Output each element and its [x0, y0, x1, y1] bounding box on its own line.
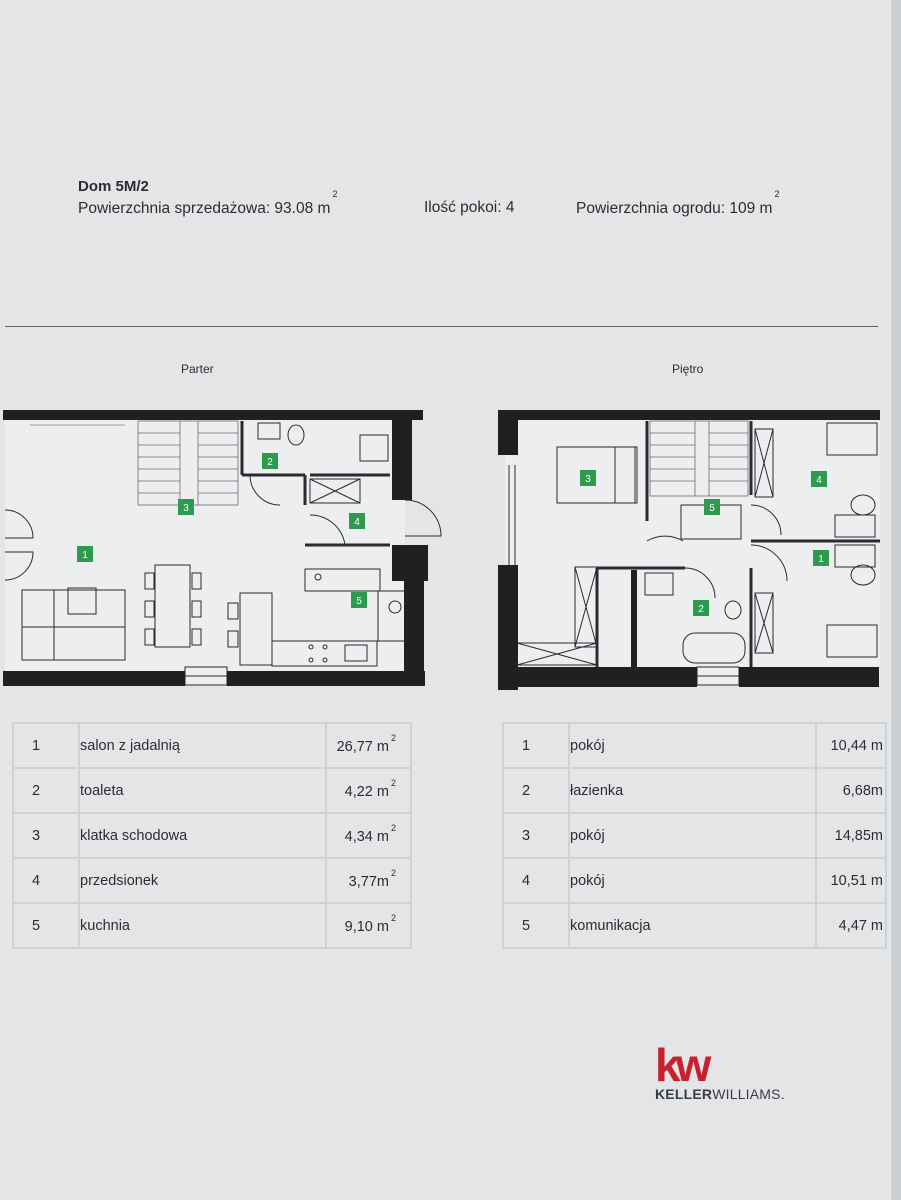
room-number: 2 — [13, 768, 79, 813]
first-marker-3: 3 — [585, 474, 591, 485]
room-area: $3,77m^2$ — [326, 858, 411, 903]
table-row — [13, 813, 411, 858]
rooms-count: Ilość pokoi: 4 — [424, 199, 515, 216]
kw-logo-mark: kw — [655, 1039, 707, 1091]
room-name: komunikacja — [569, 903, 816, 948]
room-area: 9,10 $m^2$ — [326, 903, 411, 948]
room-number: 5 — [13, 903, 79, 948]
sales-area: Powierzchnia sprzedażowa: 93.08 $m^2$ — [78, 189, 338, 218]
keller-williams-logo — [655, 1039, 785, 1102]
room-number: 4 — [13, 858, 79, 903]
table-row — [13, 723, 411, 768]
first-marker-2: 2 — [698, 604, 704, 615]
room-area: 4,47 m — [816, 903, 886, 948]
room-number: 2 — [503, 768, 569, 813]
table-row — [13, 768, 411, 813]
room-name: pokój — [569, 723, 816, 768]
room-name: pokój — [569, 858, 816, 903]
table-row — [13, 858, 411, 903]
room-area: 10,44 m — [816, 723, 886, 768]
room-number: 3 — [503, 813, 569, 858]
room-name: łazienka — [569, 768, 816, 813]
table-row — [13, 903, 411, 948]
brand-name: KELLERWILLIAMS. — [655, 1086, 785, 1102]
ground-floor-table — [12, 722, 412, 949]
room-name: przedsionek — [79, 858, 326, 903]
table-row — [503, 768, 886, 813]
first-floor-plan — [495, 405, 890, 695]
ground-floor-label: Parter — [181, 362, 214, 376]
first-floor-label: Piętro — [672, 362, 704, 376]
table-row — [503, 723, 886, 768]
room-area: 6,68m — [816, 768, 886, 813]
table-row — [503, 903, 886, 948]
table-row — [503, 858, 886, 903]
garden-area: Powierzchnia ogrodu: 109 $m^2$ — [576, 189, 780, 218]
room-name: pokój — [569, 813, 816, 858]
first-floor-table — [502, 722, 887, 949]
header-divider — [5, 326, 878, 327]
ground-marker-1: 1 — [82, 550, 88, 561]
ground-marker-5: 5 — [356, 596, 362, 607]
room-name: kuchnia — [79, 903, 326, 948]
room-area: 4,22 $m^2$ — [326, 768, 411, 813]
room-number: 5 — [503, 903, 569, 948]
room-name: klatka schodowa — [79, 813, 326, 858]
room-number: 4 — [503, 858, 569, 903]
ground-marker-4: 4 — [354, 517, 360, 528]
ground-marker-3: 3 — [183, 503, 189, 514]
room-area: 10,51 m — [816, 858, 886, 903]
page-edge — [891, 0, 901, 1200]
house-title: Dom 5M/2 — [78, 178, 149, 195]
room-name: salon z jadalnią — [79, 723, 326, 768]
room-number: 1 — [13, 723, 79, 768]
room-number: 1 — [503, 723, 569, 768]
ground-floor-plan — [0, 405, 445, 695]
first-marker-5: 5 — [709, 503, 715, 514]
first-marker-1: 1 — [818, 554, 824, 565]
room-number: 3 — [13, 813, 79, 858]
room-area: 14,85m — [816, 813, 886, 858]
room-area: 26,77 $m^2$ — [326, 723, 411, 768]
table-row — [503, 813, 886, 858]
room-name: toaleta — [79, 768, 326, 813]
ground-marker-2: 2 — [267, 457, 273, 468]
room-area: 4,34 $m^2$ — [326, 813, 411, 858]
first-marker-4: 4 — [816, 475, 822, 486]
